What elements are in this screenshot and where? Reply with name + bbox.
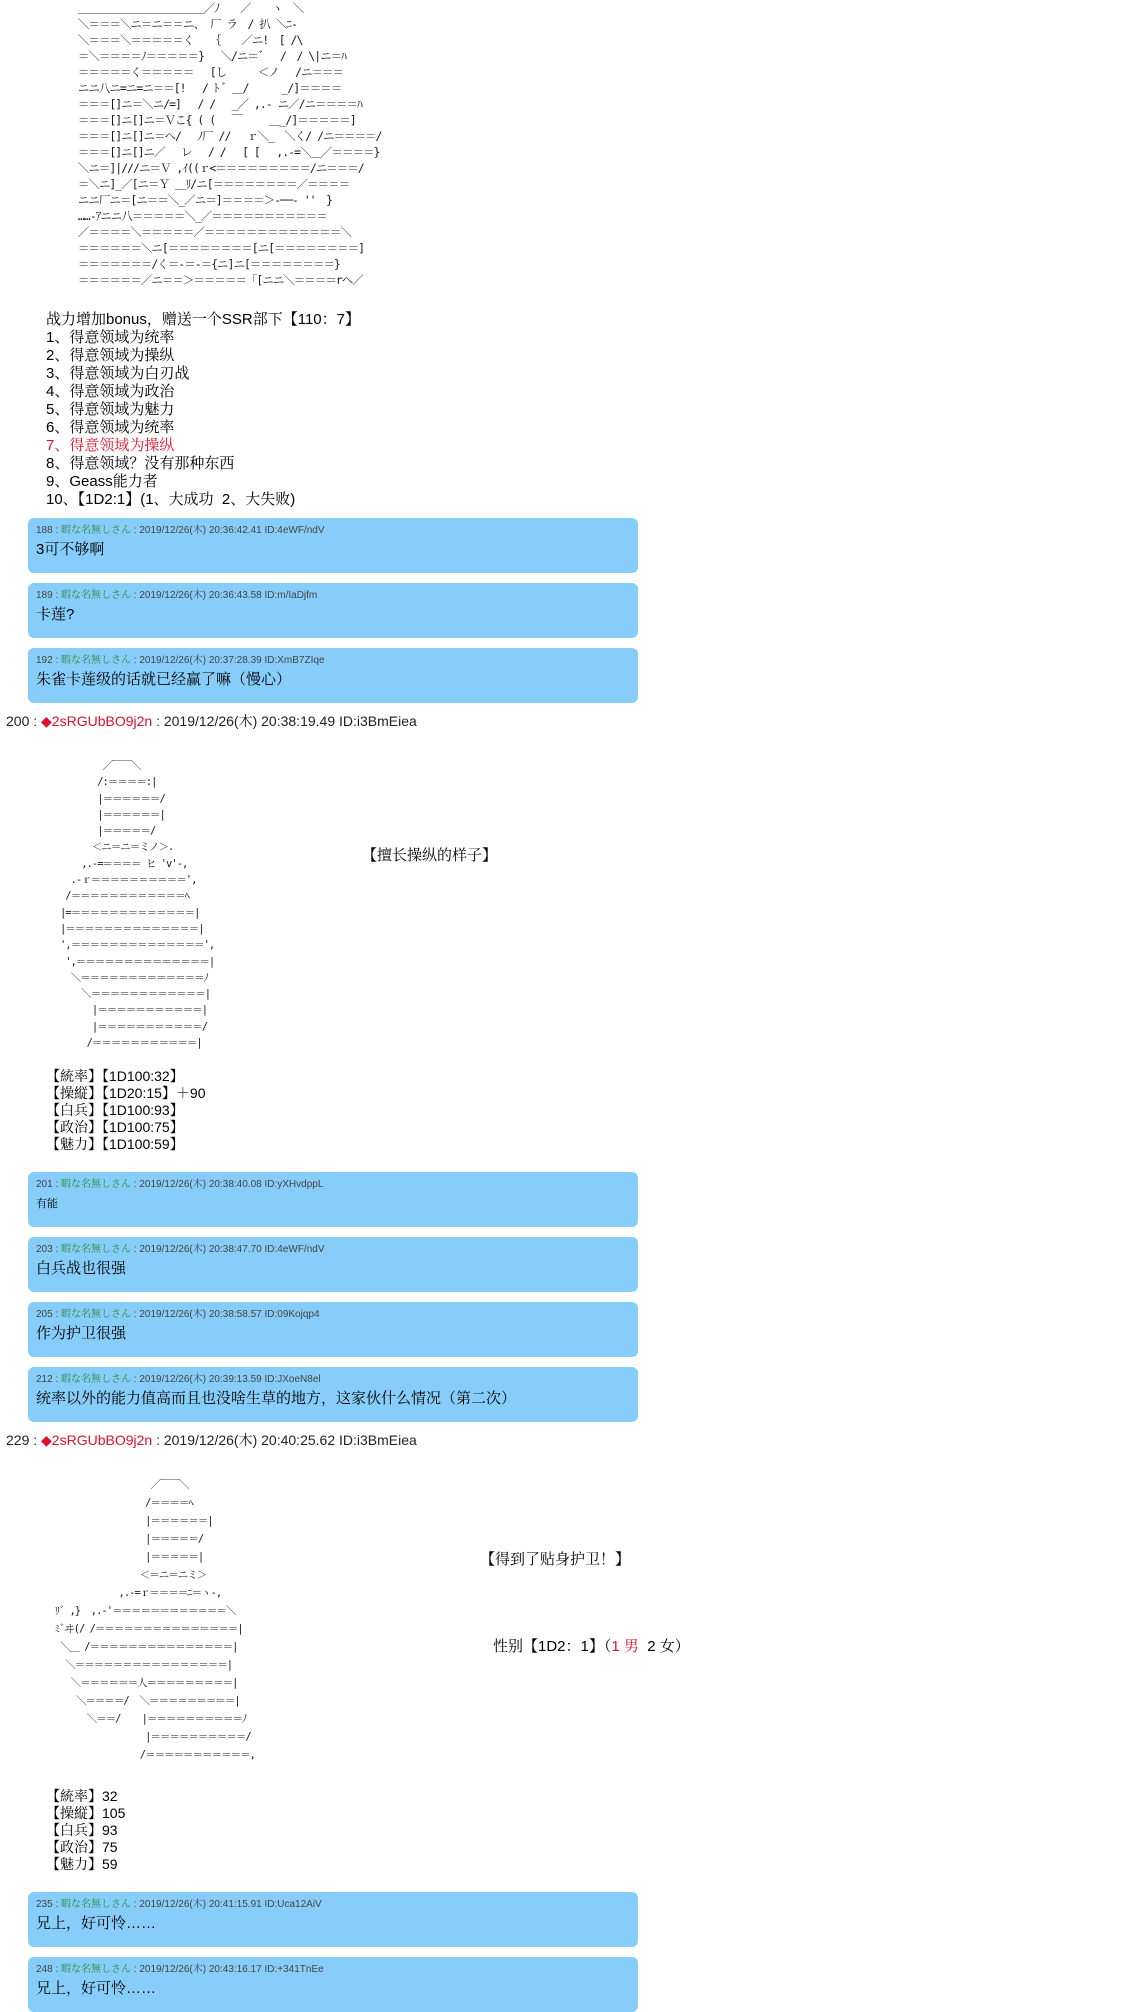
reply-name: 暇な名無しさん — [61, 655, 132, 666]
reply-text: 有能 — [36, 1198, 58, 1210]
post-trip: ◆2sRGUbBO9j2n — [41, 713, 153, 729]
post-date: 2019/12/26(木) 20:38:19.49 — [163, 713, 336, 729]
stat-value: 【1D100:32】 — [102, 1068, 184, 1084]
reply-bubble — [28, 1237, 638, 1292]
stat-label: 【操縦】 — [46, 1085, 102, 1101]
reply-header: 188 : 暇な名無しさん : 2019/12/26(木) 20:36:42.41 ID:4eWF/ndV — [36, 525, 325, 536]
list-item: 2、得意领域为操纵 — [46, 347, 175, 364]
stat-value: 【1D100:93】 — [102, 1102, 184, 1118]
post-id: ID:i3BmEiea — [339, 1432, 417, 1448]
list-item-highlighted: 7、得意领域为操纵 — [46, 437, 175, 454]
post-trip: ◆2sRGUbBO9j2n — [41, 1432, 153, 1448]
reply-bubble — [28, 1892, 638, 1947]
ascii-art-top: ＿＿＿＿＿＿＿＿＿＿＿＿／ﾉ ／ ヽ ＼ ＼＝＝＝＼ニ＝ニ＝＝ニ、 厂 ラ / 扒 ＼ﾆ- ＼＝＝＝＼＝＝＝＝＝く ｛ ／ニ! [ /\ ＝＼＝＝＝＝ﾉ＝＝＝＝＝} ＼/ニ＝ﾞ / / \|ニ＝ﾊ ＝＝＝＝＝く＝＝＝＝＝ [し ＜ノ /ニ＝＝＝ ニニ八ニ=ニ=ニ＝＝[! / ﾄ ﾞ ＿/ _/]＝＝＝＝ ＝＝＝[]ニ＝＼ニ/=] / / _／ ,.- ニ／/ニ＝＝＝＝ﾊ ＝＝＝[]ニ[]ニ＝Ｖこ{ ( ( ￣ ＿_/]＝＝＝＝＝] ＝＝＝[]ニ[]ニ＝へ/ ﾉ厂 // ｒ＼_ ＼く/ /ニ＝＝＝＝/ ＝＝＝[]ニ[]ニ／ レ / / [ [ ,.-=＼＿／＝＝＝＝} ＼ニ＝]|///ニ＝Ｖ ,ｲ((ｒ<＝＝＝＝＝＝＝＝＝/ニ＝＝＝/ ＝＼ニ]_／[ニ＝Ｙ ＿ﾘ/ニ[＝＝＝＝＝＝＝＝／＝＝＝＝ ニニ厂ニ＝[ニ＝＝＼_／ニ＝]＝＝＝＝＞‐──‐ '' } ……‐ｱニニ八＝＝＝＝＝＼_／＝＝＝＝＝＝＝＝＝＝＝ ／＝＝＝＝＼＝＝＝＝＝／＝＝＝＝＝＝＝＝＝＝＝＝＝＼ ＝＝＝＝＝＝＼ニ[＝＝＝＝＝＝＝＝[ニ[＝＝＝＝＝＝＝＝] ＝＝＝＝＝＝＝/く＝-＝-＝{ニ]ニ[＝＝＝＝＝＝＝＝} ＝＝＝＝＝＝／ニ＝＝＞＝＝＝＝＝「[ニニ＼＝＝＝＝rへ／ — [77, 1, 382, 287]
stat-row — [46, 1136, 206, 1153]
stat-value: 105 — [102, 1805, 126, 1821]
post-header: 229 : ◆2sRGUbBO9j2n : 2019/12/26(木) 20:40:25.62 ID:i3BmEiea — [6, 1432, 417, 1448]
reply-id: ID:yXHvdppL — [264, 1179, 324, 1190]
stat-value: 59 — [102, 1856, 118, 1872]
reply-bubble — [28, 583, 638, 638]
stat-row — [46, 1856, 125, 1873]
list-item: 9、Geass能力者 — [46, 473, 158, 490]
list-item: 10、【1D2:1】(1、大成功 2、大失败) — [46, 491, 296, 508]
reply-id: ID:09Kojqp4 — [264, 1309, 320, 1320]
stat-label: 【統率】 — [46, 1068, 102, 1084]
reply-header: 235 : 暇な名無しさん : 2019/12/26(木) 20:41:15.91 ID:Uca12AiV — [36, 1899, 322, 1910]
post-date: 2019/12/26(木) 20:40:25.62 — [163, 1432, 336, 1448]
reply-bubble — [28, 1172, 638, 1227]
reply-number[interactable]: 203 — [36, 1244, 53, 1255]
reply-text: 兄上，好可怜…… — [36, 1980, 157, 1997]
reply-name: 暇な名無しさん — [61, 1899, 132, 1910]
reply-text: 作为护卫很强 — [36, 1325, 127, 1342]
reply-header: 248 : 暇な名無しさん : 2019/12/26(木) 20:43:16.17 ID:+341TnEe — [36, 1964, 324, 1975]
reply-text: 卡莲? — [36, 606, 75, 623]
reply-id: ID:Uca12AiV — [264, 1899, 322, 1910]
stat-row — [46, 1822, 125, 1839]
stat-label: 【政治】 — [46, 1119, 102, 1135]
reply-bubble — [28, 1302, 638, 1357]
list-item: 6、得意领域为统率 — [46, 419, 175, 436]
list-item: 1、得意领域为统率 — [46, 329, 175, 346]
stat-row — [46, 1805, 125, 1822]
stat-row — [46, 1119, 206, 1136]
stats-block — [46, 1788, 125, 1873]
reply-id: ID:JXoeN8el — [264, 1374, 321, 1385]
reply-name: 暇な名無しさん — [61, 1964, 132, 1975]
reply-name: 暇な名無しさん — [61, 1374, 132, 1385]
stat-row — [46, 1788, 125, 1805]
reply-bubble — [28, 1957, 638, 2012]
stat-value: 【1D100:75】 — [102, 1119, 184, 1135]
reply-bubble — [28, 1367, 638, 1422]
stat-label: 【操縦】 — [46, 1805, 102, 1821]
stat-value: 93 — [102, 1822, 118, 1838]
reply-date: 2019/12/26(木) 20:38:47.70 — [139, 1244, 262, 1255]
reply-number[interactable]: 205 — [36, 1309, 53, 1320]
reply-text: 朱雀卡莲级的话就已经赢了嘛（慢心） — [36, 671, 292, 688]
reply-number[interactable]: 212 — [36, 1374, 53, 1385]
reply-bubble — [28, 648, 638, 703]
reply-name: 暇な名無しさん — [61, 1309, 132, 1320]
stat-value: 【1D20:15】＋90 — [102, 1085, 206, 1101]
post-caption: 【得到了贴身护卫！】 — [480, 1551, 631, 1568]
bonus-heading: 战力增加bonus，赠送一个SSR部下【110：7】 — [46, 311, 360, 328]
reply-number[interactable]: 188 — [36, 525, 53, 536]
post-number[interactable]: 229 — [6, 1432, 30, 1448]
reply-date: 2019/12/26(木) 20:36:42.41 — [139, 525, 262, 536]
stat-label: 【政治】 — [46, 1839, 102, 1855]
stat-value: 【1D100:59】 — [102, 1136, 184, 1152]
reply-number[interactable]: 201 — [36, 1179, 53, 1190]
stat-label: 【統率】 — [46, 1788, 102, 1804]
gender-roll-prefix: 性别【1D2：1】（ — [493, 1638, 612, 1655]
gender-male: 1 男 — [611, 1638, 639, 1655]
list-item: 3、得意领域为白刃战 — [46, 365, 190, 382]
bonus-list — [46, 311, 360, 509]
reply-header: 203 : 暇な名無しさん : 2019/12/26(木) 20:38:47.70 ID:4eWF/ndV — [36, 1244, 325, 1255]
reply-header: 201 : 暇な名無しさん : 2019/12/26(木) 20:38:40.08 ID:yXHvdppL — [36, 1179, 324, 1190]
ascii-art-man-1: ／￣￣＼ /:＝＝＝＝:| |＝＝＝＝＝＝/ |＝＝＝＝＝＝| |＝＝＝＝＝/ ＜ニ＝ニ＝ミノ＞. ,.-=＝＝＝＝ ヒ 'v'-, .-ｒ＝＝＝＝＝＝＝＝＝＝', /＝＝＝＝＝＝＝＝＝＝＝＝ﾍ |=＝＝＝＝＝＝＝＝＝＝＝＝＝| |＝＝＝＝＝＝＝＝＝＝＝＝＝＝| ',＝＝＝＝＝＝＝＝＝＝＝＝＝＝', ',＝＝＝＝＝＝＝＝＝＝＝＝＝＝| ＼＝＝＝＝＝＝＝＝＝＝＝＝＝ﾉ ＼＝＝＝＝＝＝＝＝＝＝＝＝| |＝＝＝＝＝＝＝＝＝＝＝| |＝＝＝＝＝＝＝＝＝＝＝/ /＝＝＝＝＝＝＝＝＝＝＝| — [59, 760, 215, 1050]
reply-header: 192 : 暇な名無しさん : 2019/12/26(木) 20:37:28.39 ID:XmB7ZIqe — [36, 655, 325, 666]
post-header: 200 : ◆2sRGUbBO9j2n : 2019/12/26(木) 20:38:19.49 ID:i3BmEiea — [6, 713, 417, 729]
reply-id: ID:m/IaDjfm — [264, 590, 318, 601]
reply-number[interactable]: 235 — [36, 1899, 53, 1910]
stat-label: 【魅力】 — [46, 1856, 102, 1872]
list-item: 8、得意领域？没有那种东西 — [46, 455, 235, 472]
reply-header: 189 : 暇な名無しさん : 2019/12/26(木) 20:36:43.58 ID:m/IaDjfm — [36, 590, 318, 601]
stat-value: 75 — [102, 1839, 118, 1855]
reply-date: 2019/12/26(木) 20:39:13.59 — [139, 1374, 262, 1385]
stat-label: 【魅力】 — [46, 1136, 102, 1152]
stat-value: 32 — [102, 1788, 118, 1804]
post-number[interactable]: 200 — [6, 713, 30, 729]
reply-text: 3可不够啊 — [36, 541, 105, 558]
reply-number[interactable]: 189 — [36, 590, 53, 601]
reply-text: 统率以外的能力值高而且也没啥生草的地方，这家伙什么情况（第二次） — [36, 1390, 517, 1407]
reply-date: 2019/12/26(木) 20:43:16.17 — [139, 1964, 262, 1975]
list-item: 5、得意领域为魅力 — [46, 401, 175, 418]
stat-label: 【白兵】 — [46, 1822, 102, 1838]
stat-row — [46, 1085, 206, 1102]
reply-number[interactable]: 192 — [36, 655, 53, 666]
reply-name: 暇な名無しさん — [61, 1244, 132, 1255]
reply-date: 2019/12/26(木) 20:37:28.39 — [139, 655, 262, 666]
reply-header: 205 : 暇な名無しさん : 2019/12/26(木) 20:38:58.57 ID:09Kojqp4 — [36, 1309, 320, 1320]
stat-label: 【白兵】 — [46, 1102, 102, 1118]
reply-name: 暇な名無しさん — [61, 1179, 132, 1190]
stats-block — [46, 1068, 206, 1153]
reply-text: 兄上，好可怜…… — [36, 1915, 157, 1932]
reply-date: 2019/12/26(木) 20:36:43.58 — [139, 590, 262, 601]
stat-row — [46, 1839, 125, 1856]
gender-roll-suffix: 2 女） — [638, 1638, 690, 1655]
post-caption: 【擅长操纵的样子】 — [362, 847, 498, 864]
reply-id: ID:4eWF/ndV — [264, 1244, 325, 1255]
reply-bubble — [28, 518, 638, 573]
reply-header: 212 : 暇な名無しさん : 2019/12/26(木) 20:39:13.59 ID:JXoeN8el — [36, 1374, 321, 1385]
reply-text: 白兵战也很强 — [36, 1260, 127, 1277]
reply-id: ID:4eWF/ndV — [264, 525, 325, 536]
reply-date: 2019/12/26(木) 20:41:15.91 — [139, 1899, 262, 1910]
reply-name: 暇な名無しさん — [61, 590, 132, 601]
reply-id: ID:XmB7ZIqe — [264, 655, 325, 666]
gender-roll — [493, 1638, 690, 1656]
ascii-art-man-2: ／￣￣＼ /＝＝＝＝ﾍ |＝＝＝＝＝＝| |＝＝＝＝＝/ |＝＝＝＝＝| ＜＝ニ＝ニミ＞ ,.-=ｒ＝＝＝＝ﾆ＝ヽ-, ﾘﾞ ,} ,.-'＝＝＝＝＝＝＝＝＝＝＝＝＼ ﾐﾞヰ(/ /＝＝＝＝＝＝＝＝＝＝＝＝＝＝＝| ＼＿ /＝＝＝＝＝＝＝＝＝＝＝＝＝＝＝| ＼＝＝＝＝＝＝＝＝＝＝＝＝＝＝＝＝| ＼＝＝＝＝＝＝人＝＝＝＝＝＝＝＝＝| ＼＝＝＝＝/ ＼＝＝＝＝＝＝＝＝＝| ＼＝＝/ |＝＝＝＝＝＝＝＝＝＝ﾉ |＝＝＝＝＝＝＝＝＝＝/ /＝＝＝＝＝＝＝＝＝＝＝, — [54, 1479, 255, 1761]
stat-row — [46, 1102, 206, 1119]
reply-id: ID:+341TnEe — [264, 1964, 324, 1975]
reply-date: 2019/12/26(木) 20:38:40.08 — [139, 1179, 262, 1190]
reply-date: 2019/12/26(木) 20:38:58.57 — [139, 1309, 262, 1320]
reply-name: 暇な名無しさん — [61, 525, 132, 536]
post-id: ID:i3BmEiea — [339, 713, 417, 729]
list-item: 4、得意领域为政治 — [46, 383, 175, 400]
reply-number[interactable]: 248 — [36, 1964, 53, 1975]
stat-row — [46, 1068, 206, 1085]
